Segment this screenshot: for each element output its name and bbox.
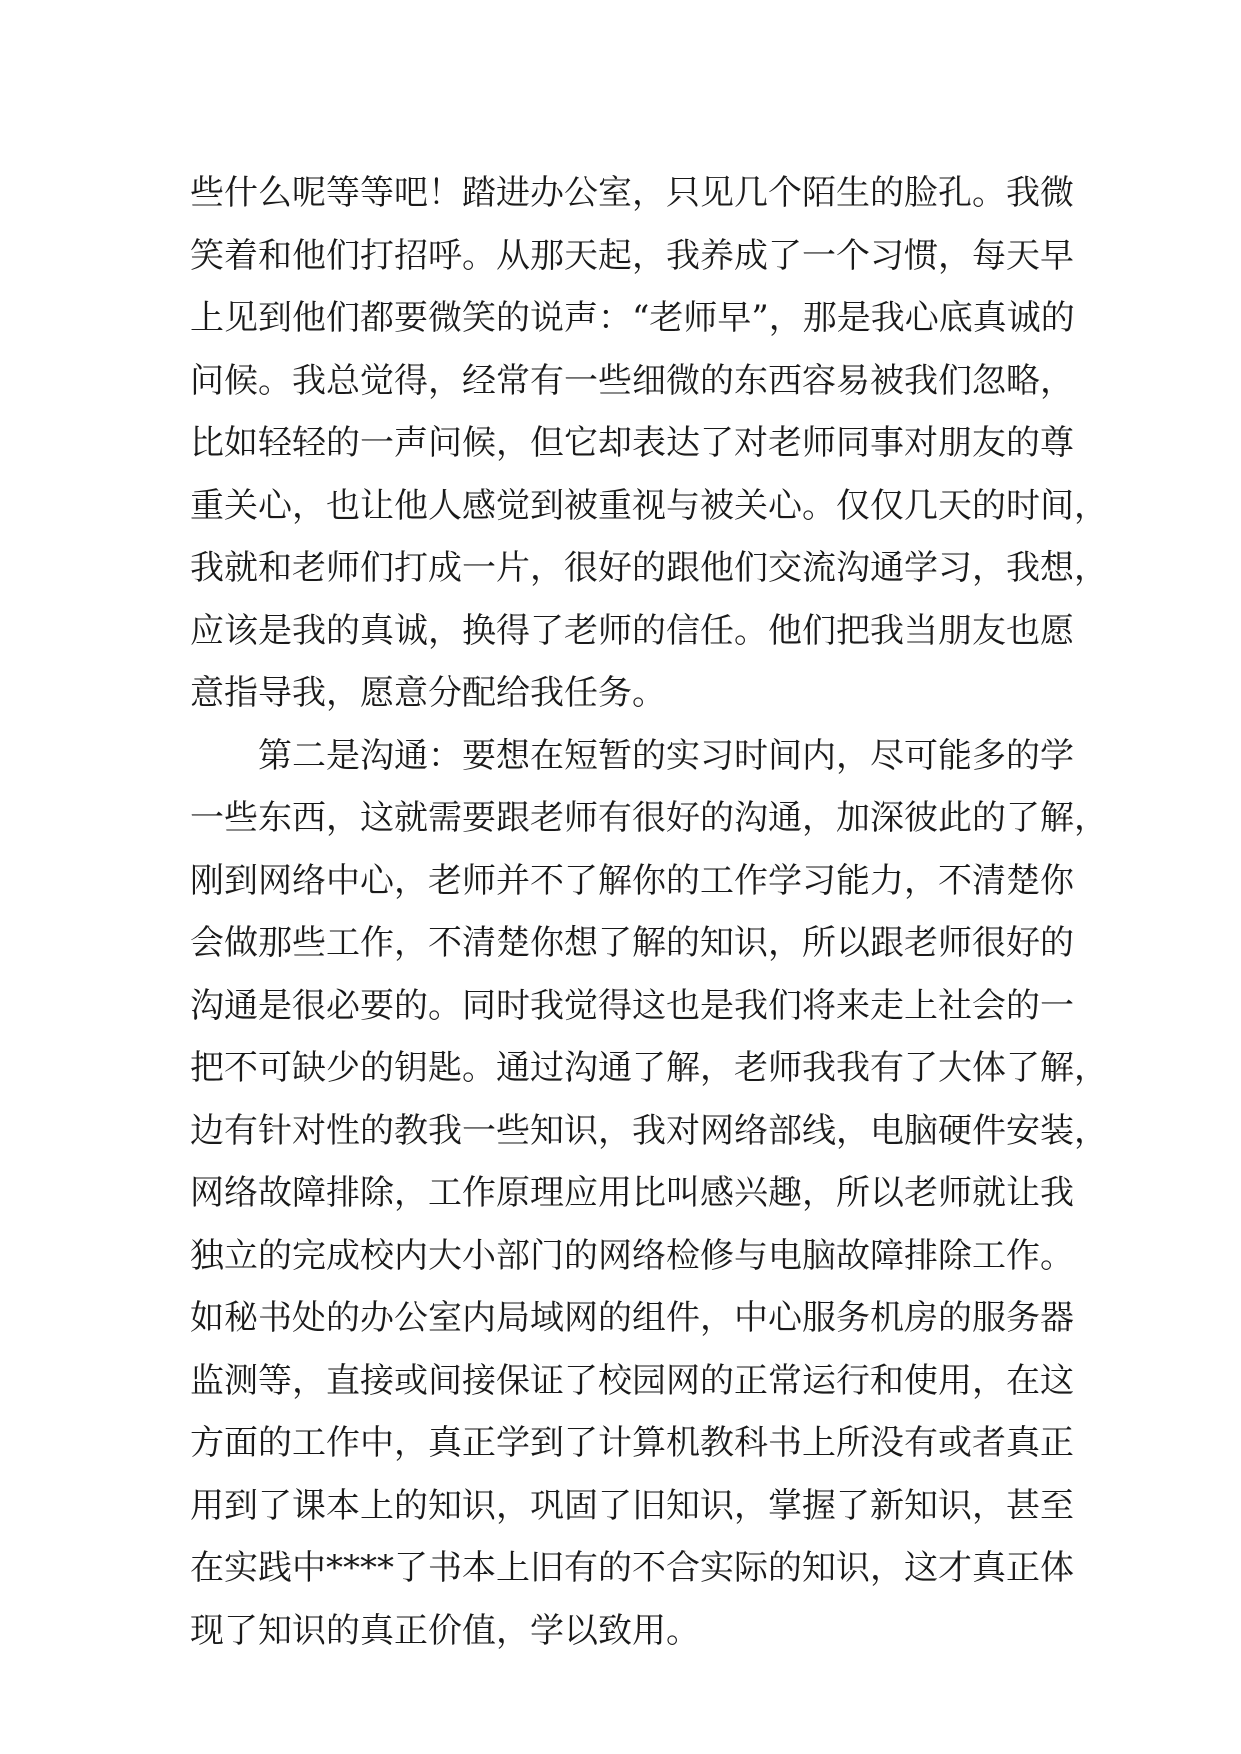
text-line: 用到了课本上的知识，巩固了旧知识，掌握了新知识，甚至	[190, 1485, 1074, 1526]
text-line: 我就和老师们打成一片，很好的跟他们交流沟通学习，我想，	[190, 548, 1108, 588]
text-line: 意指导我，愿意分配给我任务。	[190, 673, 666, 713]
text-line: 沟通是很必要的。同时我觉得这也是我们将来走上社会的一	[190, 985, 1074, 1026]
text-line: 如秘书处的办公室内局域网的组件，中心服务机房的服务器	[190, 1298, 1074, 1338]
text-line: 上见到他们都要微笑的说声：“老师早”，那是我心底真诚的	[190, 298, 1075, 338]
text-line: 边有针对性的教我一些知识，我对网络部线，电脑硬件安装，	[190, 1110, 1108, 1151]
text-line: 一些东西，这就需要跟老师有很好的沟通，加深彼此的了解，	[190, 798, 1108, 838]
text-line: 把不可缺少的钥匙。通过沟通了解，老师我我有了大体了解，	[190, 1048, 1108, 1088]
text-line: 应该是我的真诚，换得了老师的信任。他们把我当朋友也愿	[190, 610, 1074, 651]
body-text	[190, 162, 1108, 1662]
text-line: 会做那些工作，不清楚你想了解的知识，所以跟老师很好的	[190, 923, 1074, 963]
text-line: 在实践中****了书本上旧有的不合实际的知识，这才真正体	[190, 1548, 1074, 1588]
text-line: 网络故障排除，工作原理应用比叫感兴趣，所以老师就让我	[190, 1173, 1074, 1213]
text-line: 笑着和他们打招呼。从那天起，我养成了一个习惯，每天早	[190, 235, 1074, 276]
text-line: 比如轻轻的一声问候，但它却表达了对老师同事对朋友的尊	[190, 423, 1074, 463]
text-line: 些什么呢等等吧！踏进办公室，只见几个陌生的脸孔。我微	[190, 173, 1074, 213]
paragraph-start-line: 第二是沟通：要想在短暂的实习时间内，尽可能多的学	[258, 735, 1074, 776]
text-line: 问候。我总觉得，经常有一些细微的东西容易被我们忽略，	[190, 360, 1074, 401]
text-line: 现了知识的真正价值，学以致用。	[190, 1610, 700, 1651]
text-line: 独立的完成校内大小部门的网络检修与电脑故障排除工作。	[190, 1235, 1074, 1276]
text-line: 刚到网络中心，老师并不了解你的工作学习能力，不清楚你	[190, 860, 1074, 901]
text-line: 监测等，直接或间接保证了校园网的正常运行和使用，在这	[190, 1360, 1074, 1401]
text-line: 方面的工作中，真正学到了计算机教科书上所没有或者真正	[190, 1423, 1074, 1463]
text-line: 重关心，也让他人感觉到被重视与被关心。仅仅几天的时间，	[190, 485, 1108, 526]
